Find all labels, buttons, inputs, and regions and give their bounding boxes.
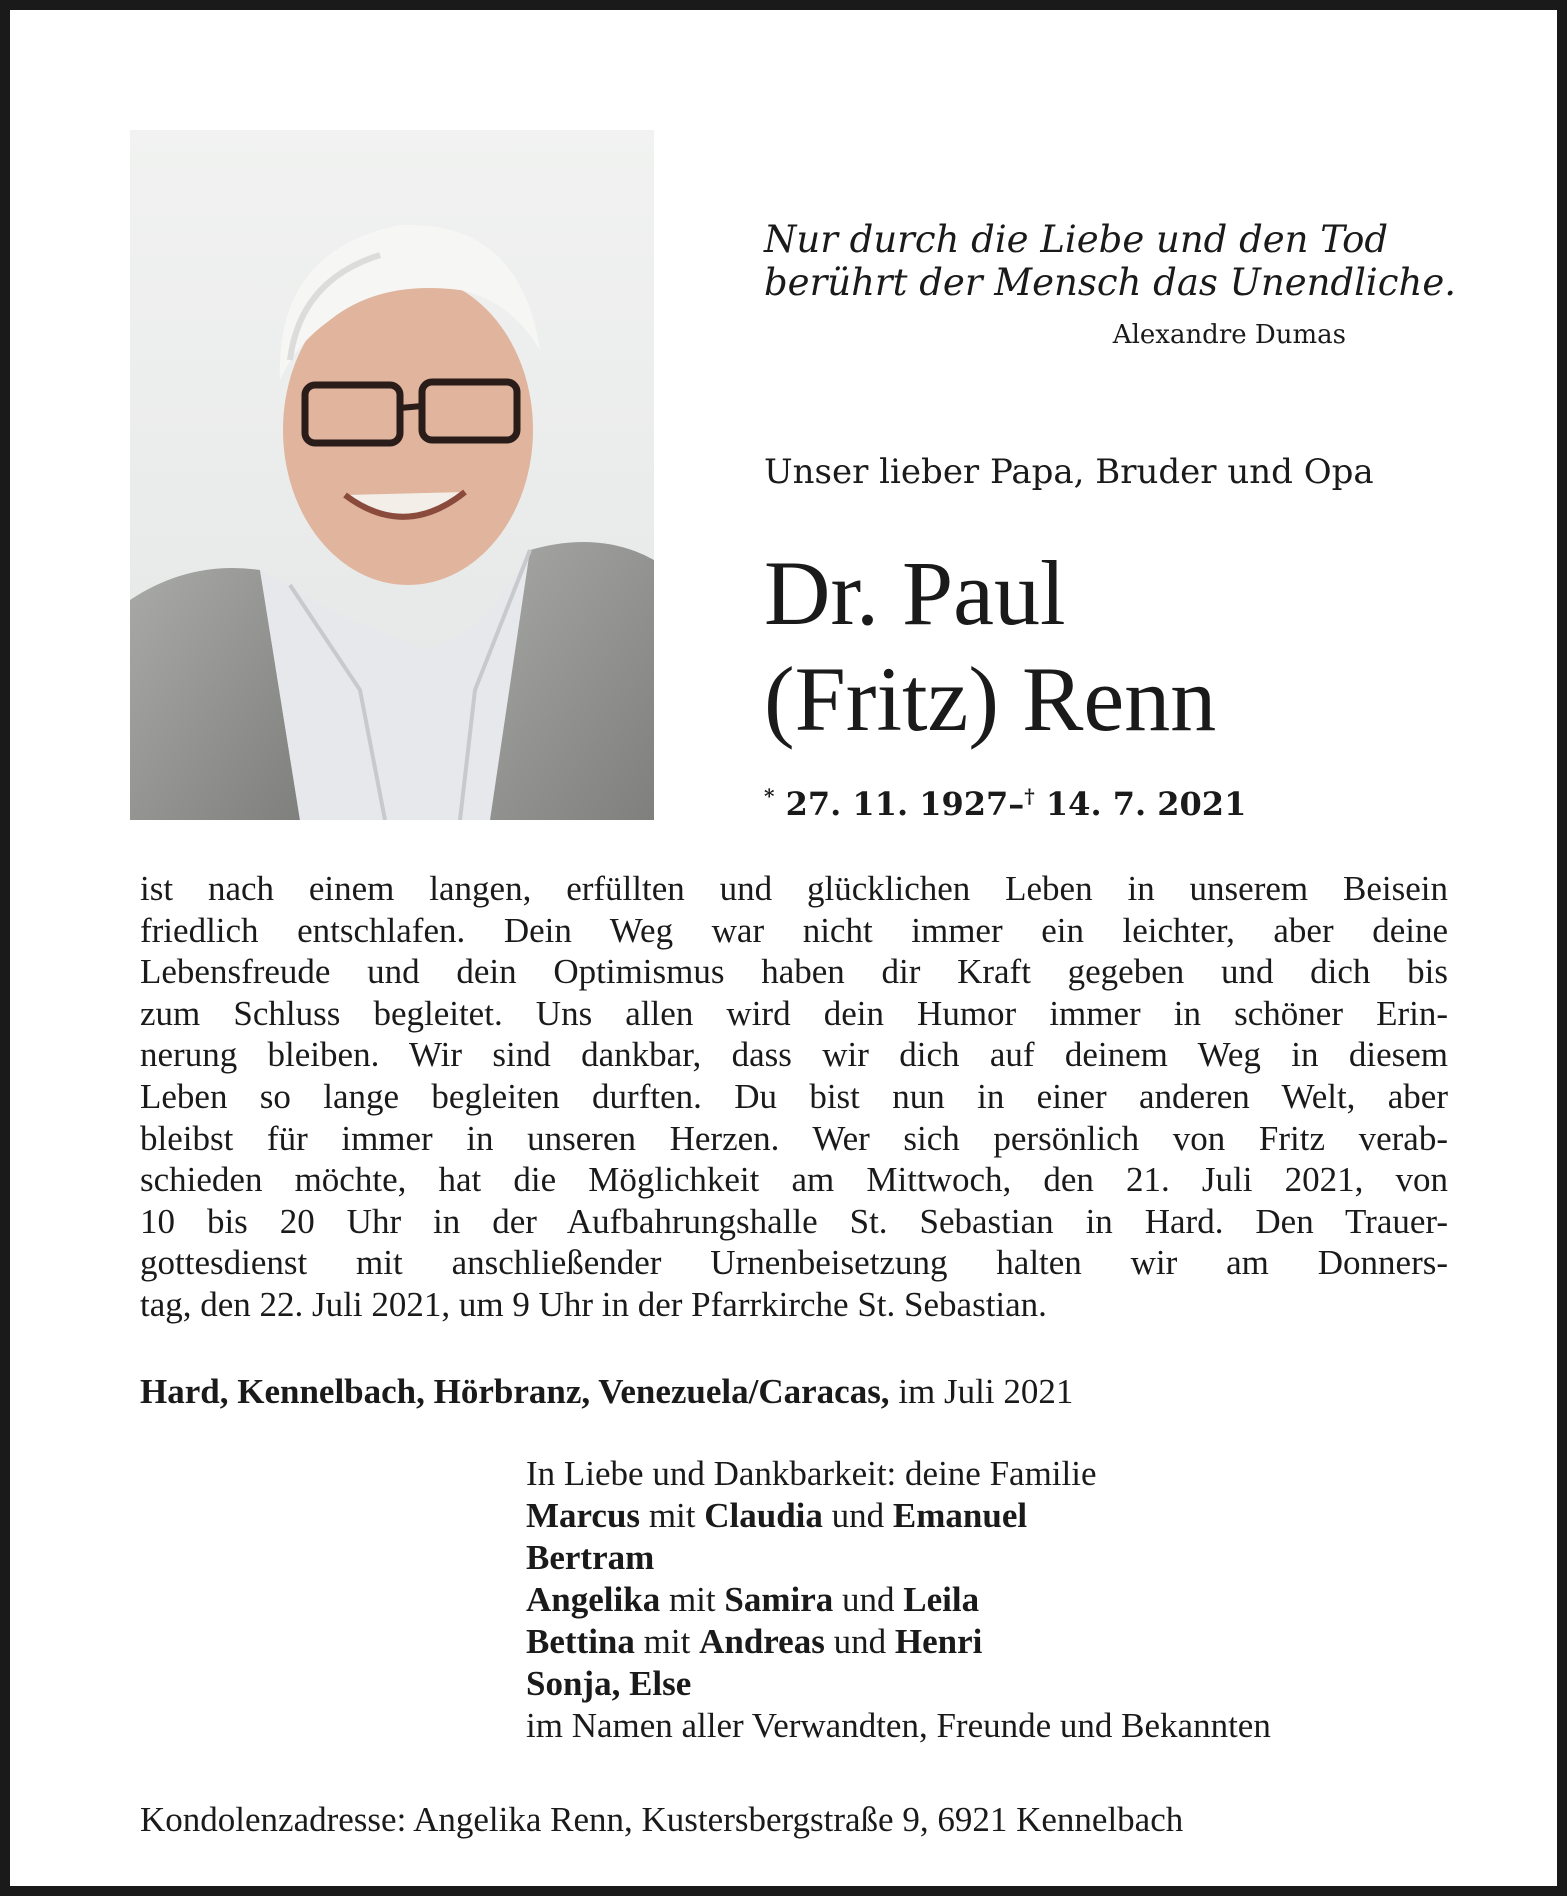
body-line: zum Schluss begleitet. Uns allen wird dein Humor immer in schöner Erin-: [140, 993, 1448, 1033]
quote-line: berührt der Mensch das Unendliche.: [764, 261, 1456, 304]
connector: mit: [643, 1622, 691, 1661]
body-line: ist nach einem langen, erfüllten und glücklichen Leben in unserem Beisein: [140, 869, 1448, 908]
portrait-photo: [130, 130, 654, 820]
family-heading: In Liebe und Dankbarkeit: deine Familie: [526, 1454, 1097, 1493]
family-member: Henri: [894, 1622, 983, 1661]
place-and-date: [140, 1372, 1073, 1412]
date-separator: –: [1008, 785, 1025, 823]
death-date: 14. 7. 2021: [1045, 785, 1247, 823]
life-dates: [764, 784, 1246, 823]
family-member: Angelika: [526, 1580, 661, 1619]
connector: mit: [648, 1496, 696, 1535]
birth-mark: *: [764, 784, 775, 808]
epigraph-quote: [764, 218, 1456, 304]
places: Hard, Kennelbach, Hörbranz, Venezuela/Caracas,: [140, 1372, 890, 1411]
connector: und: [842, 1580, 895, 1619]
month-year: im Juli 2021: [898, 1372, 1074, 1411]
family-member: Claudia: [704, 1496, 823, 1535]
family-member: Bertram: [526, 1538, 655, 1577]
family-member: Marcus: [526, 1496, 641, 1535]
deceased-name: [764, 540, 1384, 752]
connector: mit: [668, 1580, 716, 1619]
body-line: bleibst für immer in unseren Herzen. Wer sich persönlich von Fritz verab-: [140, 1118, 1448, 1158]
body-line: tag, den 22. Juli 2021, um 9 Uhr in der Pfarrkirche St. Sebastian.: [140, 1284, 1047, 1324]
family-member: Emanuel: [892, 1496, 1028, 1535]
body-line: friedlich entschlafen. Dein Weg war nicht immer ein leichter, aber deine: [140, 910, 1448, 950]
name-line-1: Dr. Paul: [764, 542, 1066, 644]
condolence-address: Kondolenzadresse: Angelika Renn, Kustersbergstraße 9, 6921 Kennelbach: [140, 1800, 1184, 1839]
death-mark: †: [1024, 784, 1035, 808]
family-line: [526, 1663, 1446, 1705]
body-line: 10 bis 20 Uhr in der Aufbahrungshalle St. Sebastian in Hard. Den Trauer-: [140, 1201, 1448, 1241]
connector: und: [831, 1496, 885, 1535]
body-line: Lebensfreude und dein Optimismus haben dir Kraft gegeben und dich bis: [140, 952, 1448, 992]
connector: und: [833, 1622, 887, 1661]
quote-author: Alexandre Dumas: [1112, 320, 1346, 350]
portrait-illustration: [130, 130, 654, 820]
family-line: [526, 1621, 1446, 1663]
family-member: Samira: [724, 1580, 834, 1619]
family-line: [526, 1579, 1446, 1621]
body-line: Leben so lange begleiten durften. Du bist nun in einer anderen Welt, aber: [140, 1076, 1448, 1116]
name-line-2: (Fritz) Renn: [764, 648, 1217, 750]
birth-date: 27. 11. 1927: [785, 785, 1009, 823]
body-line: schieden möchte, hat die Möglichkeit am Mittwoch, den 21. Juli 2021, von: [140, 1160, 1448, 1200]
obituary-body: [140, 868, 1448, 1326]
family-closing: im Namen aller Verwandten, Freunde und Bekannten: [526, 1706, 1271, 1745]
family-signatures: [526, 1453, 1446, 1747]
family-line: [526, 1495, 1446, 1537]
family-member: Sonja, Else: [526, 1664, 692, 1703]
family-member: Andreas: [699, 1622, 825, 1661]
quote-line: Nur durch die Liebe und den Tod: [764, 218, 1389, 261]
body-line: gottesdienst mit anschließender Urnenbeisetzung halten wir am Donners-: [140, 1243, 1448, 1283]
family-member: Leila: [903, 1580, 980, 1619]
family-member: Bettina: [526, 1622, 635, 1661]
body-line: nerung bleiben. Wir sind dankbar, dass wir dich auf deinem Weg in diesem: [140, 1035, 1448, 1075]
family-line: [526, 1537, 1446, 1579]
intro-text: Unser lieber Papa, Bruder und Opa: [764, 452, 1374, 492]
